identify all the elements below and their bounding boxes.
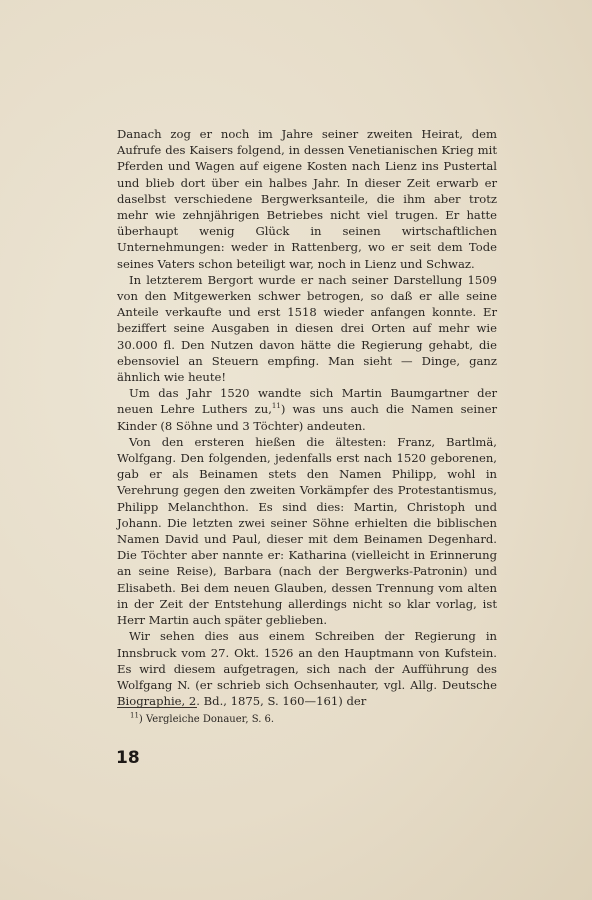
footnote-divider: [117, 707, 197, 708]
paragraph-2: In letzterem Bergort wurde er nach seiner Darstellung 1509 von den Mitgewerken schwer betrogen, so daß er alle seine Anteile verkaufte und erst 1518 wieder anfangen konnte. Er beziffert seine Ausgaben in diesen drei Orten auf mehr wie 30.000 fl. Den Nutzen davon hätte die Regierung gehabt, die ebensoviel an Steuern empfing. Man sieht — Dinge, ganz ähnlich wie heute!: [117, 272, 497, 385]
paragraph-4: Von den ersteren hießen die ältesten: Franz, Bartlmä, Wolfgang. Den folgenden, jedenfalls erst nach 1520 geborenen, gab er als Beinamen stets den Namen Philipp, wohl in Verehrung gegen den zweiten Vorkämpfer des Protestantismus, Philipp Melanchthon. Es sind dies: Martin, Christoph und Johann. Die letzten zwei seiner Söhne erhielten die biblischen Namen David und Paul, dieser mit dem Beinamen Degenhard. Die Töchter aber nannte er: Katharina (vielleicht in Erinnerung an seine Reise), Barbara (nach der Bergwerks-Patronin) und Elisabeth. Bei dem neuen Glauben, dessen Trennung vom alten in der Zeit der Entstehung allerdings nicht so klar vorlag, ist Herr Martin auch später geblieben.: [117, 434, 497, 628]
footnote-marker: 11: [130, 711, 139, 720]
body-text: [117, 126, 497, 709]
paragraph-3-rest: ) was uns auch die Namen seiner Kinder (8 Söhne und 3 Töchter) andeuten.: [117, 402, 498, 433]
paragraph-5: Wir sehen dies aus einem Schreiben der Regierung in Innsbruck vom 27. Okt. 1526 an den Hauptmann von Kufstein. Es wird diesem aufgetragen, sich nach der Aufführung des Wolfgang N. (er schrieb sich Ochsenhauter, vgl. Allg. Deutsche Biographie, 2. Bd., 1875, S. 160—161) der: [117, 629, 497, 709]
paragraph-3-text: Um das Jahr 1520 wandte sich Martin Baumgartner der neuen Lehre Luthers zu,: [117, 386, 497, 417]
footnote-reference: 11: [271, 402, 281, 411]
paragraph-1: Danach zog er noch im Jahre seiner zweiten Heirat, dem Aufrufe des Kaisers folgend, in dessen Venetianischen Krieg mit Pferden und Wagen auf eigene Kosten nach Lienz ins Pustertal und blieb dort über ein halbes Jahr. In dieser Zeit erwarb er daselbst verschiedene Bergwerksanteile, die ihm aber trotz mehr wie zehnjährigen Betriebes nicht viel trugen. Er hatte überhaupt wenig Glück in seinen wirtschaftlichen Unternehmungen: weder in Rattenberg, wo er seit dem Tode seines Vaters schon beteiligt war, noch in Lienz und Schwaz.: [117, 127, 497, 271]
page-number: 18: [116, 748, 140, 768]
paragraph-3: [117, 385, 497, 434]
footnote: [130, 713, 490, 726]
footnote-text: ) Vergleiche Donauer, S. 6.: [138, 714, 275, 725]
